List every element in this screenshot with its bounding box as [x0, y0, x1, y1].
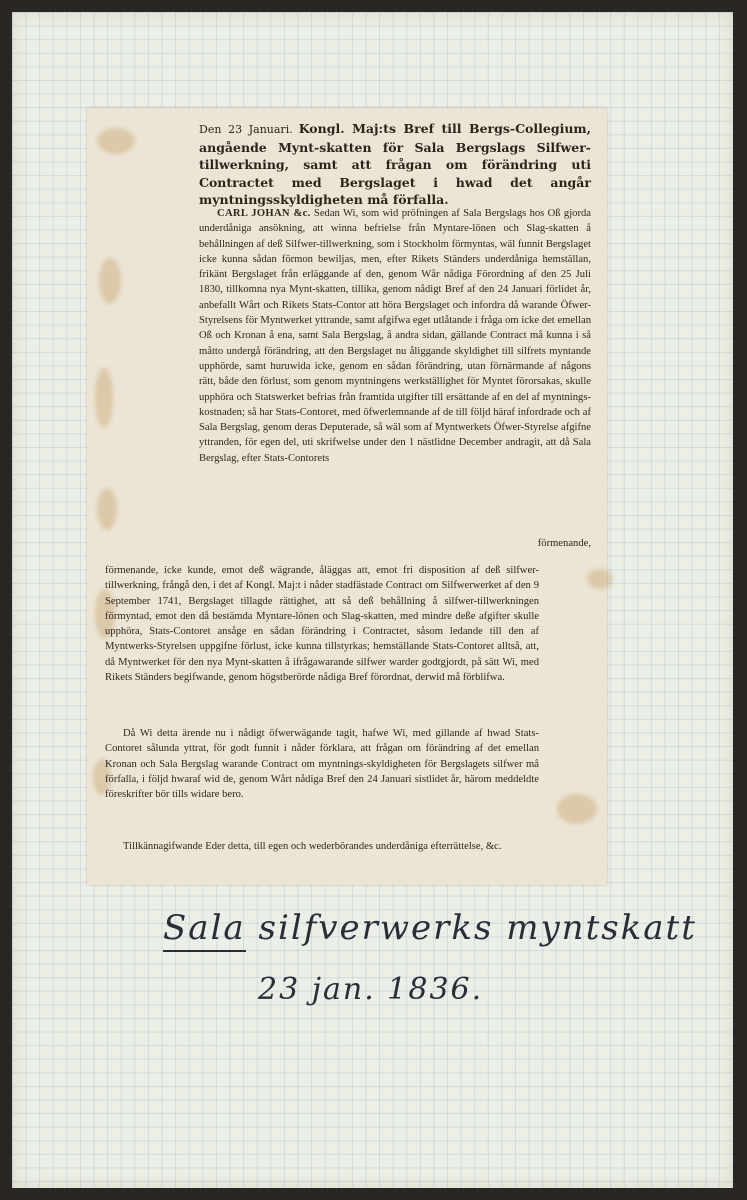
heading-date: Den 23 Januari.: [199, 123, 293, 136]
newspaper-clipping: [87, 108, 607, 885]
stain: [587, 569, 613, 589]
paragraph-2: förmenande, icke kunde, emot deß wägrande, åläggas att, emot fri disposition af deß silfwer-tillwerkning, frångå den, i det af Kongl. Maj:t i nåder stadfästade Contract om Silfwerwerket af den 9 September 1741, Bergslaget tillagde rättighet, att så deß behållning å silfwer-tillwerkningen förmyntad, emot den då bestämda Myntare-lönen och Slag-skatten, med mindre deße afgifter skulle upphöra, Stats-Contoret ansåge en sådan förändring i Contractet, såsom ledande till den af Myntwerks-Styrelsen uppgifne förlust, icke kunna tillstyrkas; hemställande Stats-Contoret alltså, att, då Myntwerket för den nya Mynt-skatten å ifrågawarande silfwer warder godtgjordt, på sätt Wi, med Rikets Ständers begifwande, genom högstberörde nådiga Bref förordnat, derwid må förblifwa.: [105, 565, 539, 684]
paragraph-3: Då Wi detta ärende nu i nådigt öfwerwägande tagit, hafwe Wi, med gillande af hwad Stats-Contoret sålunda yttrat, för godt funnit i nåder förklara, att frågan om förändring af det emellan Kronan och Sala Bergslag warande Contract om myntnings-skyldigheten för Bergslagets silfwer må förfalla, i följd hwaraf wid de, genom Wårt nådiga Bref den 24 Januari sistlidet år, härom meddeldte föreskrifter bör tills widare bero.: [105, 728, 539, 801]
paragraph-4: Tillkännagifwande Eder detta, till egen och wederbörandes underdåniga efterrättelse, &c.: [123, 841, 502, 852]
stain: [97, 128, 135, 154]
stain: [99, 258, 121, 304]
paragraph-1: [199, 206, 591, 466]
clipping-lower-part: [87, 559, 607, 885]
heading-title: Kongl. Maj:ts Bref till Bergs-Collegium, angående Mynt-skatten för Sala Bergslags Silfwer-tillwerkning, samt att frågan om förändring uti Contractet med Bergslaget i hwad det angår myntningsskyldigheten må förfalla.: [199, 121, 592, 207]
stain: [557, 794, 597, 824]
handwritten-title: [163, 908, 697, 952]
article-heading: [199, 120, 591, 209]
stain: [97, 488, 117, 530]
continuation-word: förmenande,: [537, 538, 591, 549]
handwritten-title-rest: silfverwerks myntskatt: [258, 908, 697, 948]
paragraph-1-lead: CARL JOHAN &c.: [217, 208, 311, 219]
paragraph-1-text: Sedan Wi, som wid pröfningen af Sala Bergslags hos Oß gjorda underdåniga ansökning, att winna befrielse från Myntare-lönen och Slag-skatten å behållningen af deß Silfwer-tillwerkning, som i Stockholm förmyntas, wäl funnit Bergslaget icke kunna sådan förmon bewiljas, men, efter Rikets Ständers underdåniga hemställan, frikänt Bergslaget från erläggande af den, genom Wår nådiga Förordning af den 25 Juli 1830, tillkomna nya Mynt-skatten, tillika, genom nådigt Bref af den 24 Januari förlidet år, anbefallt Wårt och Rikets Stats-Contor att höra Bergslaget och infordra då warande Öfwer-Styrelsens för Myntwerket yttrande, samt afgifwa eget utlåtande i fråga om icke det emellan Oß och Kronan å ena, samt Sala Bergslag, å andra sidan, gällande Contract må kunna i så måtto undergå förändring, att den Bergslaget nu åliggande skyldighet till silfrets myntande upphörde, samt huruwida icke, genom en sådan förändring, utan förnärmande af någons rätt, både den förlust, som genom myntningens werkställighet för Myntet förorsakas, skulle upphöra och Statswerket befrias från framtida utgifter till ersättande af en del af myntnings-kostnaden; så har Stats-Contoret, med öfwerlemnande af de till följd häraf infordrade och af Sala Bergslag, genom deras Deputerade, så wäl som af Myntwerkets Öfwer-Styrelse afgifne yttranden, för egen del, uti skrifwelse under den 1 nästlidne December andragit, att då Sala Bergslag, efter Stats-Contorets: [199, 208, 591, 464]
stain: [95, 368, 113, 428]
handwritten-date: 23 jan. 1836.: [258, 972, 484, 1007]
clipping-upper-part: [87, 108, 607, 559]
handwritten-title-underlined: Sala: [163, 908, 246, 952]
